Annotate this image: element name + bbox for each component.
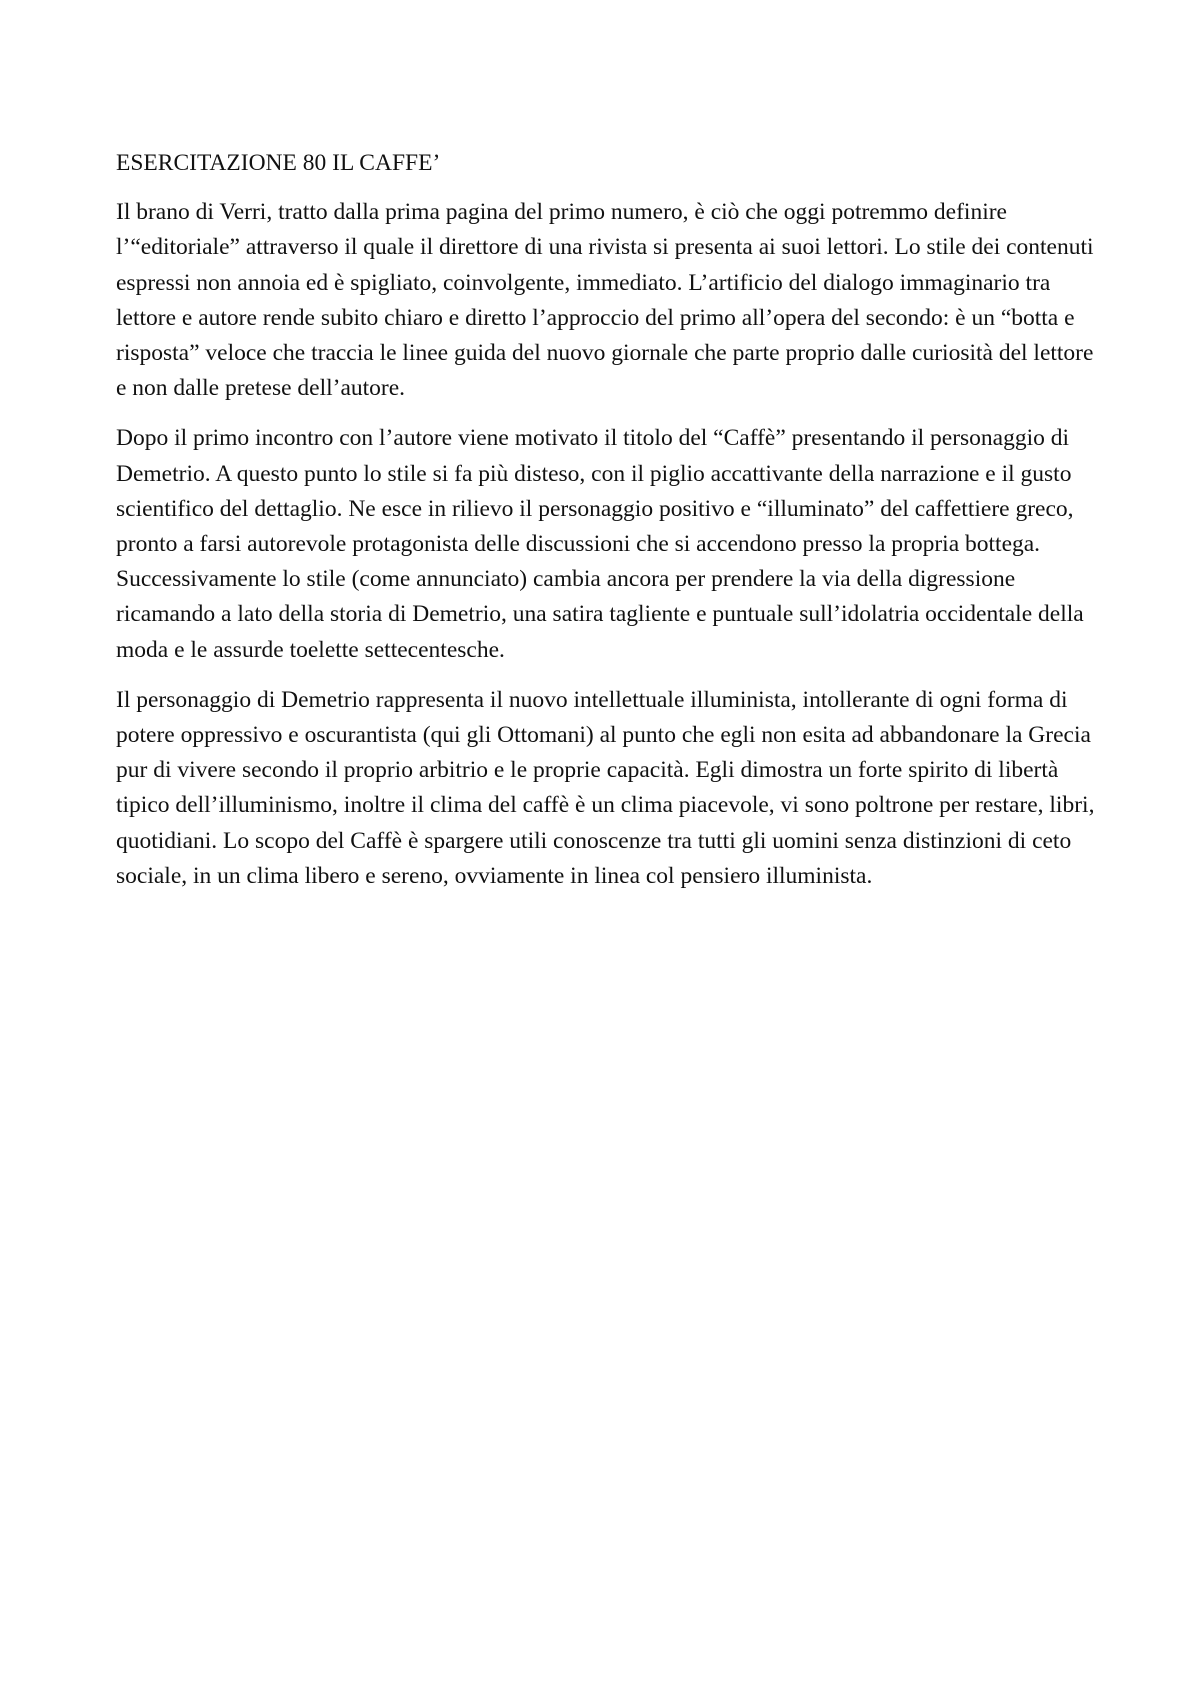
paragraph-3: Il personaggio di Demetrio rappresenta il nuovo intellettuale illuminista, intollerante di ogni forma di potere oppressivo e oscurantista (qui gli Ottomani) al punto che egli non esita ad abbandonare la Grecia pur di vivere secondo il proprio arbitrio e le proprie capacità. Egli dimostra un forte spirito di libertà tipico dell’illuminismo, inoltre il clima del caffè è un clima piacevole, vi sono poltrone per restare, libri, quotidiani. Lo scopo del Caffè è spargere utili conoscenze tra tutti gli uomini senza distinzioni di ceto sociale, in un clima libero e sereno, ovviamente in linea col pensiero illuminista. <box>116 686 1095 889</box>
paragraph-1: Il brano di Verri, tratto dalla prima pagina del primo numero, è ciò che oggi potremmo definire l’“editoriale” attraverso il quale il direttore di una rivista si presenta ai suoi lettori. Lo stile dei contenuti espressi non annoia ed è spigliato, coinvolgente, immediato. L’artificio del dialogo immaginario tra lettore e autore rende subito chiaro e diretto l’approccio del primo all’opera del secondo: è un “botta e risposta” veloce che traccia le linee guida del nuovo giornale che parte proprio dalle curiosità del lettore e non dalle pretese dell’autore. <box>116 199 1094 402</box>
document-title: ESERCITAZIONE 80 IL CAFFE’ <box>116 150 441 176</box>
paragraph-2: Dopo il primo incontro con l’autore viene motivato il titolo del “Caffè” presentando il personaggio di Demetrio. A questo punto lo stile si fa più disteso, con il piglio accattivante della narrazione e il gusto scientifico del dettaglio. Ne esce in rilievo il personaggio positivo e “illuminato” del caffettiere greco, pronto a farsi autorevole protagonista delle discussioni che si accendono presso la propria bottega. Successivamente lo stile (come annunciato) cambia ancora per prendere la via della digressione ricamando a lato della storia di Demetrio, una satira tagliente e puntuale sull’idolatria occidentale della moda e le assurde toelette settecentesche. <box>116 425 1084 663</box>
document-body <box>116 146 1101 909</box>
